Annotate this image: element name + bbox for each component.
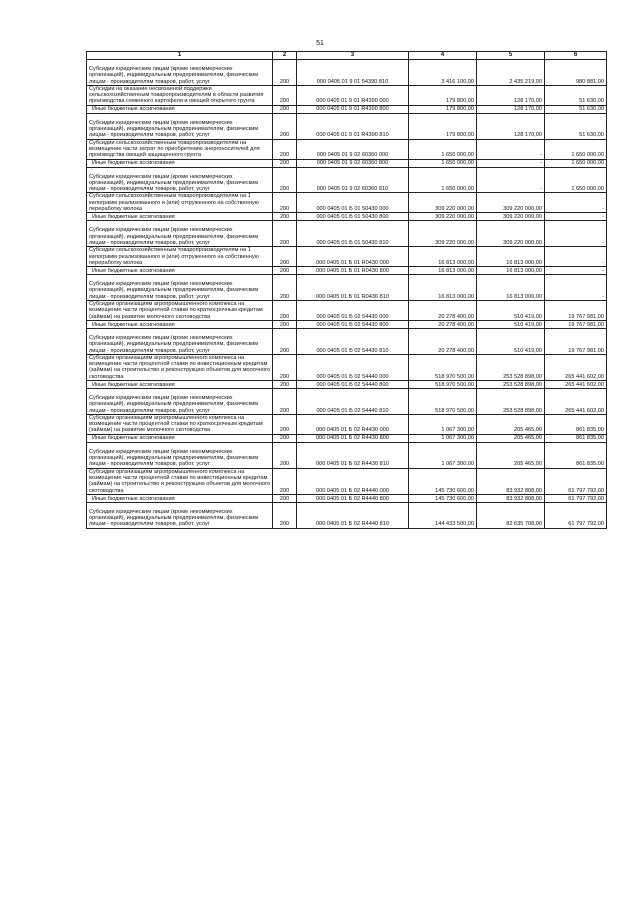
- executed-amount-cell: -: [477, 167, 545, 193]
- approved-amount-cell: 309 220 000,00: [409, 221, 477, 247]
- line-code-cell: 200: [273, 380, 297, 388]
- executed-amount-cell: 309 220 000,00: [477, 213, 545, 221]
- line-code-cell: 200: [273, 275, 297, 301]
- header-col-2: 2: [273, 52, 297, 60]
- approved-amount-cell: 309 220 000,00: [409, 213, 477, 221]
- table-row: [87, 105, 607, 113]
- line-code-cell: 200: [273, 60, 297, 86]
- budget-code-cell: 000 0405 01 Б 02 R4440 000: [297, 468, 409, 494]
- approved-amount-cell: 1 067 300,00: [409, 442, 477, 468]
- budget-code-cell: 000 0405 01 Б 02 54430 810: [297, 328, 409, 354]
- name-cell: Иные бюджетные ассигнования: [87, 267, 273, 275]
- budget-code-cell: 000 0405 01 Б 01 R0430 800: [297, 267, 409, 275]
- name-cell: Иные бюджетные ассигнования: [87, 494, 273, 502]
- budget-code-cell: 000 0405 01 Б 01 50430 800: [297, 213, 409, 221]
- name-cell: Иные бюджетные ассигнования: [87, 320, 273, 328]
- approved-amount-cell: 16 813 000,00: [409, 275, 477, 301]
- unexecuted-amount-cell: 1 650 000,00: [545, 139, 607, 159]
- table-body: [87, 60, 607, 529]
- unexecuted-amount-cell: 51 630,00: [545, 113, 607, 139]
- table-row: [87, 320, 607, 328]
- executed-amount-cell: 128 170,00: [477, 113, 545, 139]
- executed-amount-cell: 205 465,00: [477, 442, 545, 468]
- table-row: [87, 85, 607, 105]
- executed-amount-cell: 510 419,00: [477, 328, 545, 354]
- budget-code-cell: 000 0405 01 9 01 R4390 810: [297, 113, 409, 139]
- table-row: [87, 301, 607, 321]
- budget-code-cell: 000 0405 01 Б 01 R0430 810: [297, 275, 409, 301]
- line-code-cell: 200: [273, 442, 297, 468]
- unexecuted-amount-cell: 265 441 602,00: [545, 380, 607, 388]
- unexecuted-amount-cell: 861 835,00: [545, 434, 607, 442]
- table-row: [87, 380, 607, 388]
- executed-amount-cell: -: [477, 159, 545, 167]
- line-code-cell: 200: [273, 301, 297, 321]
- line-code-cell: 200: [273, 105, 297, 113]
- line-code-cell: 200: [273, 193, 297, 213]
- line-code-cell: 200: [273, 388, 297, 414]
- approved-amount-cell: 145 730 600,00: [409, 494, 477, 502]
- table-row: [87, 494, 607, 502]
- table-row: [87, 502, 607, 528]
- approved-amount-cell: 1 650 000,00: [409, 167, 477, 193]
- unexecuted-amount-cell: 61 797 792,00: [545, 468, 607, 494]
- table-row: [87, 267, 607, 275]
- line-code-cell: 200: [273, 502, 297, 528]
- executed-amount-cell: 309 220 000,00: [477, 221, 545, 247]
- approved-amount-cell: 518 970 500,00: [409, 380, 477, 388]
- name-cell: Субсидии сельскохозяйственным товаропроизводителям на 1 килограмм реализованного и (или) отгруженного на собственную переработку молока: [87, 193, 273, 213]
- budget-code-cell: 000 0405 01 Б 02 R4430 800: [297, 434, 409, 442]
- name-cell: Субсидии юридическим лицам (кроме некоммерческих организаций), индивидуальным предпринимателям, физическим лицам - производителям товаров, работ, услуг: [87, 328, 273, 354]
- line-code-cell: 200: [273, 213, 297, 221]
- executed-amount-cell: 128 170,00: [477, 85, 545, 105]
- table-row: [87, 328, 607, 354]
- name-cell: Субсидии на оказание несвязанной поддержки сельскохозяйственным товаропроизводителям в области развития производства семенного картофеля и овощей открытого грунта: [87, 85, 273, 105]
- name-cell: Субсидии юридическим лицам (кроме некоммерческих организаций), индивидуальным предпринимателям, физическим лицам - производителям товаров, работ, услуг: [87, 221, 273, 247]
- line-code-cell: 200: [273, 85, 297, 105]
- table-row: [87, 60, 607, 86]
- table-row: [87, 221, 607, 247]
- table-row: [87, 414, 607, 434]
- unexecuted-amount-cell: 19 767 981,00: [545, 328, 607, 354]
- table-row: [87, 113, 607, 139]
- unexecuted-amount-cell: 861 835,00: [545, 414, 607, 434]
- budget-execution-table: [86, 51, 607, 529]
- name-cell: Субсидии организациям агропромышленного комплекса на возмещение части процентной ставки по инвестиционным кредитам (займам) на строительство и реконструкцию объектов для молочного скотоводства: [87, 468, 273, 494]
- unexecuted-amount-cell: 265 441 602,00: [545, 354, 607, 380]
- executed-amount-cell: 83 932 808,00: [477, 468, 545, 494]
- line-code-cell: 200: [273, 354, 297, 380]
- name-cell: Субсидии юридическим лицам (кроме некоммерческих организаций), индивидуальным предпринимателям, физическим лицам - производителям товаров, работ, услуг: [87, 502, 273, 528]
- unexecuted-amount-cell: -: [545, 247, 607, 267]
- budget-code-cell: 000 0405 01 Б 02 54430 000: [297, 301, 409, 321]
- name-cell: Иные бюджетные ассигнования: [87, 213, 273, 221]
- header-col-6: 6: [545, 52, 607, 60]
- table-row: [87, 167, 607, 193]
- name-cell: Иные бюджетные ассигнования: [87, 159, 273, 167]
- budget-code-cell: 000 0405 01 9 02 60360 800: [297, 159, 409, 167]
- approved-amount-cell: 309 220 000,00: [409, 193, 477, 213]
- budget-code-cell: 000 0405 01 9 01 R4390 800: [297, 105, 409, 113]
- unexecuted-amount-cell: 980 881,00: [545, 60, 607, 86]
- unexecuted-amount-cell: 265 441 602,00: [545, 388, 607, 414]
- approved-amount-cell: 3 416 100,00: [409, 60, 477, 86]
- executed-amount-cell: 309 220 000,00: [477, 193, 545, 213]
- line-code-cell: 200: [273, 139, 297, 159]
- unexecuted-amount-cell: 51 630,00: [545, 85, 607, 105]
- unexecuted-amount-cell: -: [545, 193, 607, 213]
- executed-amount-cell: 83 932 808,00: [477, 494, 545, 502]
- executed-amount-cell: 16 813 000,00: [477, 267, 545, 275]
- budget-code-cell: 000 0405 01 Б 02 R4430 000: [297, 414, 409, 434]
- line-code-cell: 200: [273, 221, 297, 247]
- approved-amount-cell: 518 970 500,00: [409, 354, 477, 380]
- name-cell: Субсидии юридическим лицам (кроме некоммерческих организаций), индивидуальным предпринимателям, физическим лицам - производителям товаров, работ, услуг: [87, 275, 273, 301]
- page-number: 51: [316, 40, 324, 47]
- table-row: [87, 159, 607, 167]
- header-col-3: 3: [297, 52, 409, 60]
- line-code-cell: 200: [273, 113, 297, 139]
- approved-amount-cell: 1 650 000,00: [409, 139, 477, 159]
- budget-code-cell: 000 0405 01 9 01 54390 810: [297, 60, 409, 86]
- approved-amount-cell: 518 970 500,00: [409, 388, 477, 414]
- executed-amount-cell: 16 813 000,00: [477, 247, 545, 267]
- name-cell: Субсидии юридическим лицам (кроме некоммерческих организаций), индивидуальным предпринимателям, физическим лицам - производителям товаров, работ, услуг: [87, 113, 273, 139]
- name-cell: Субсидии юридическим лицам (кроме некоммерческих организаций), индивидуальным предпринимателям, физическим лицам - производителям товаров, работ, услуг: [87, 60, 273, 86]
- name-cell: Субсидии юридическим лицам (кроме некоммерческих организаций), индивидуальным предпринимателям, физическим лицам - производителям товаров, работ, услуг: [87, 388, 273, 414]
- executed-amount-cell: 16 813 000,00: [477, 275, 545, 301]
- name-cell: Иные бюджетные ассигнования: [87, 105, 273, 113]
- executed-amount-cell: 253 528 898,00: [477, 354, 545, 380]
- executed-amount-cell: 128 170,00: [477, 105, 545, 113]
- approved-amount-cell: 1 650 000,00: [409, 159, 477, 167]
- budget-code-cell: 000 0405 01 Б 02 R4430 810: [297, 442, 409, 468]
- name-cell: Субсидии сельскохозяйственным товаропроизводителям на возмещение части затрат по приобретению энергоносителей для производства овощей защищенного грунта: [87, 139, 273, 159]
- line-code-cell: 200: [273, 494, 297, 502]
- header-col-5: 5: [477, 52, 545, 60]
- name-cell: Субсидии юридическим лицам (кроме некоммерческих организаций), индивидуальным предпринимателям, физическим лицам - производителям товаров, работ, услуг: [87, 442, 273, 468]
- budget-code-cell: 000 0405 01 Б 02 54440 000: [297, 354, 409, 380]
- approved-amount-cell: 20 278 400,00: [409, 301, 477, 321]
- line-code-cell: 200: [273, 167, 297, 193]
- name-cell: Иные бюджетные ассигнования: [87, 380, 273, 388]
- name-cell: Субсидии организациям агропромышленного комплекса на возмещение части процентной ставки по краткосрочным кредитам (займам) на развитие молочного скотоводства: [87, 414, 273, 434]
- header-col-1: 1: [87, 52, 273, 60]
- name-cell: Субсидии организациям агропромышленного комплекса на возмещение части процентной ставки по инвестиционным кредитам (займам) на строительство и реконструкцию объектов для молочного скотоводства: [87, 354, 273, 380]
- approved-amount-cell: 1 067 300,00: [409, 434, 477, 442]
- table-row: [87, 442, 607, 468]
- line-code-cell: 200: [273, 159, 297, 167]
- line-code-cell: 200: [273, 267, 297, 275]
- name-cell: Субсидии организациям агропромышленного комплекса на возмещение части процентной ставки по краткосрочным кредитам (займам) на развитие молочного скотоводства: [87, 301, 273, 321]
- name-cell: Иные бюджетные ассигнования: [87, 434, 273, 442]
- table-row: [87, 275, 607, 301]
- approved-amount-cell: 16 813 000,00: [409, 267, 477, 275]
- budget-code-cell: 000 0405 01 Б 01 R0430 000: [297, 247, 409, 267]
- unexecuted-amount-cell: 1 650 000,00: [545, 167, 607, 193]
- header-col-4: 4: [409, 52, 477, 60]
- approved-amount-cell: 145 730 600,00: [409, 468, 477, 494]
- executed-amount-cell: 253 528 898,00: [477, 380, 545, 388]
- approved-amount-cell: 20 278 400,00: [409, 328, 477, 354]
- budget-code-cell: 000 0405 01 Б 02 R4440 810: [297, 502, 409, 528]
- budget-code-cell: 000 0405 01 9 02 60360 810: [297, 167, 409, 193]
- approved-amount-cell: 144 433 500,00: [409, 502, 477, 528]
- table-row: [87, 193, 607, 213]
- budget-code-cell: 000 0405 01 Б 02 54430 800: [297, 320, 409, 328]
- unexecuted-amount-cell: 19 767 981,00: [545, 301, 607, 321]
- line-code-cell: 200: [273, 434, 297, 442]
- executed-amount-cell: 510 419,00: [477, 320, 545, 328]
- unexecuted-amount-cell: 19 767 981,00: [545, 320, 607, 328]
- budget-code-cell: 000 0405 01 Б 01 50430 810: [297, 221, 409, 247]
- budget-code-cell: 000 0405 01 9 02 60360 000: [297, 139, 409, 159]
- line-code-cell: 200: [273, 414, 297, 434]
- unexecuted-amount-cell: 51 630,00: [545, 105, 607, 113]
- table-row: [87, 388, 607, 414]
- line-code-cell: 200: [273, 468, 297, 494]
- line-code-cell: 200: [273, 328, 297, 354]
- line-code-cell: 200: [273, 320, 297, 328]
- approved-amount-cell: 179 800,00: [409, 113, 477, 139]
- table-row: [87, 139, 607, 159]
- name-cell: Субсидии сельскохозяйственным товаропроизводителям на 1 килограмм реализованного и (или) отгруженного на собственную переработку молока: [87, 247, 273, 267]
- unexecuted-amount-cell: 61 797 792,00: [545, 502, 607, 528]
- unexecuted-amount-cell: -: [545, 221, 607, 247]
- executed-amount-cell: 205 465,00: [477, 414, 545, 434]
- executed-amount-cell: -: [477, 139, 545, 159]
- name-cell: Субсидии юридическим лицам (кроме некоммерческих организаций), индивидуальным предпринимателям, физическим лицам - производителям товаров, работ, услуг: [87, 167, 273, 193]
- budget-code-cell: 000 0405 01 Б 02 R4440 800: [297, 494, 409, 502]
- table-row: [87, 354, 607, 380]
- approved-amount-cell: 179 800,00: [409, 85, 477, 105]
- budget-code-cell: 000 0405 01 Б 02 54440 810: [297, 388, 409, 414]
- table-row: [87, 247, 607, 267]
- unexecuted-amount-cell: 861 835,00: [545, 442, 607, 468]
- unexecuted-amount-cell: 1 650 000,00: [545, 159, 607, 167]
- table-row: [87, 213, 607, 221]
- approved-amount-cell: 20 278 400,00: [409, 320, 477, 328]
- unexecuted-amount-cell: -: [545, 267, 607, 275]
- table-header-row: [87, 52, 607, 60]
- unexecuted-amount-cell: -: [545, 213, 607, 221]
- table-row: [87, 434, 607, 442]
- approved-amount-cell: 1 067 300,00: [409, 414, 477, 434]
- executed-amount-cell: 510 419,00: [477, 301, 545, 321]
- approved-amount-cell: 16 813 000,00: [409, 247, 477, 267]
- approved-amount-cell: 179 800,00: [409, 105, 477, 113]
- executed-amount-cell: 2 435 219,00: [477, 60, 545, 86]
- executed-amount-cell: 253 528 898,00: [477, 388, 545, 414]
- unexecuted-amount-cell: 61 797 792,00: [545, 494, 607, 502]
- table-row: [87, 468, 607, 494]
- line-code-cell: 200: [273, 247, 297, 267]
- budget-code-cell: 000 0405 01 Б 01 50430 000: [297, 193, 409, 213]
- executed-amount-cell: 82 635 708,00: [477, 502, 545, 528]
- unexecuted-amount-cell: -: [545, 275, 607, 301]
- executed-amount-cell: 205 465,00: [477, 434, 545, 442]
- budget-code-cell: 000 0405 01 9 01 R4390 000: [297, 85, 409, 105]
- budget-code-cell: 000 0405 01 Б 02 54440 800: [297, 380, 409, 388]
